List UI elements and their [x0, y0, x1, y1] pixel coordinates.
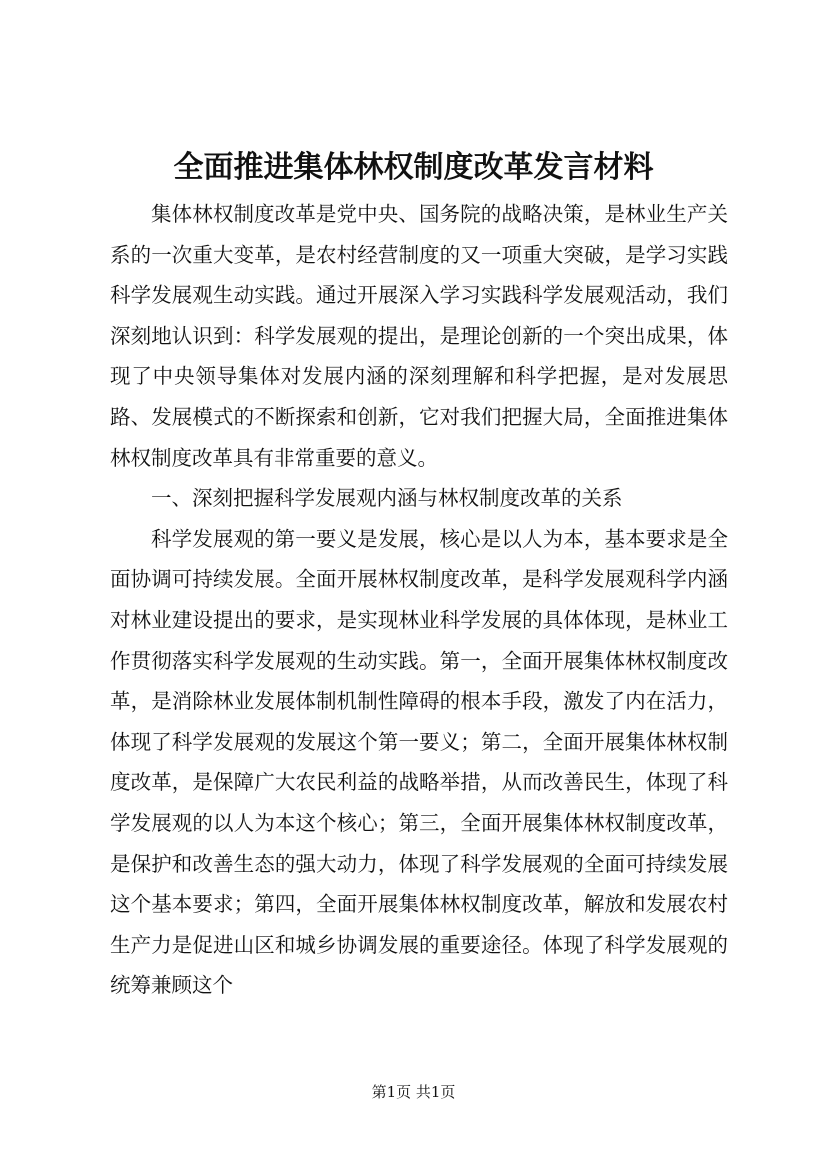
section-1-paragraph: 科学发展观的第一要义是发展，核心是以人为本，基本要求是全面协调可持续发展。全面开展林权制度改革，是科学发展观科学内涵对林业建设提出的要求，是实现林业科学发展的具体体现，是林业工作贯彻落实科学发展观的生动实践。第一，全面开展集体林权制度改革，是消除林业发展体制机制性障碍的根本手段，激发了内在活力，体现了科学发展观的发展这个第一要义；第二，全面开展集体林权制度改革，是保障广大农民利益的战略举措，从而改善民生，体现了科学发展观的以人为本这个核心；第三，全面开展集体林权制度改革，是保护和改善生态的强大动力，体现了科学发展观的全面可持续发展这个基本要求；第四，全面开展集体林权制度改革，解放和发展农村生产力是促进山区和城乡协调发展的重要途径。体现了科学发展观的统筹兼顾这个 [110, 526, 728, 998]
page-number-label: 第1页 共1页 [371, 1083, 456, 1101]
page-footer [0, 1082, 827, 1102]
document-body [110, 194, 728, 1006]
document-title: 全面推进集体林权制度改革发言材料 [173, 150, 654, 185]
section-heading-1: 一、深刻把握科学发展观内涵与林权制度改革的关系 [151, 486, 623, 511]
intro-paragraph: 集体林权制度改革是党中央、国务院的战略决策，是林业生产关系的一次重大变革，是农村经营制度的又一项重大突破，是学习实践科学发展观生动实践。通过开展深入学习实践科学发展观活动，我们深刻地认识到：科学发展观的提出，是理论创新的一个突出成果，体现了中央领导集体对发展内涵的深刻理解和科学把握，是对发展思路、发展模式的不断探索和创新，它对我们把握大局，全面推进集体林权制度改革具有非常重要的意义。 [110, 202, 728, 470]
